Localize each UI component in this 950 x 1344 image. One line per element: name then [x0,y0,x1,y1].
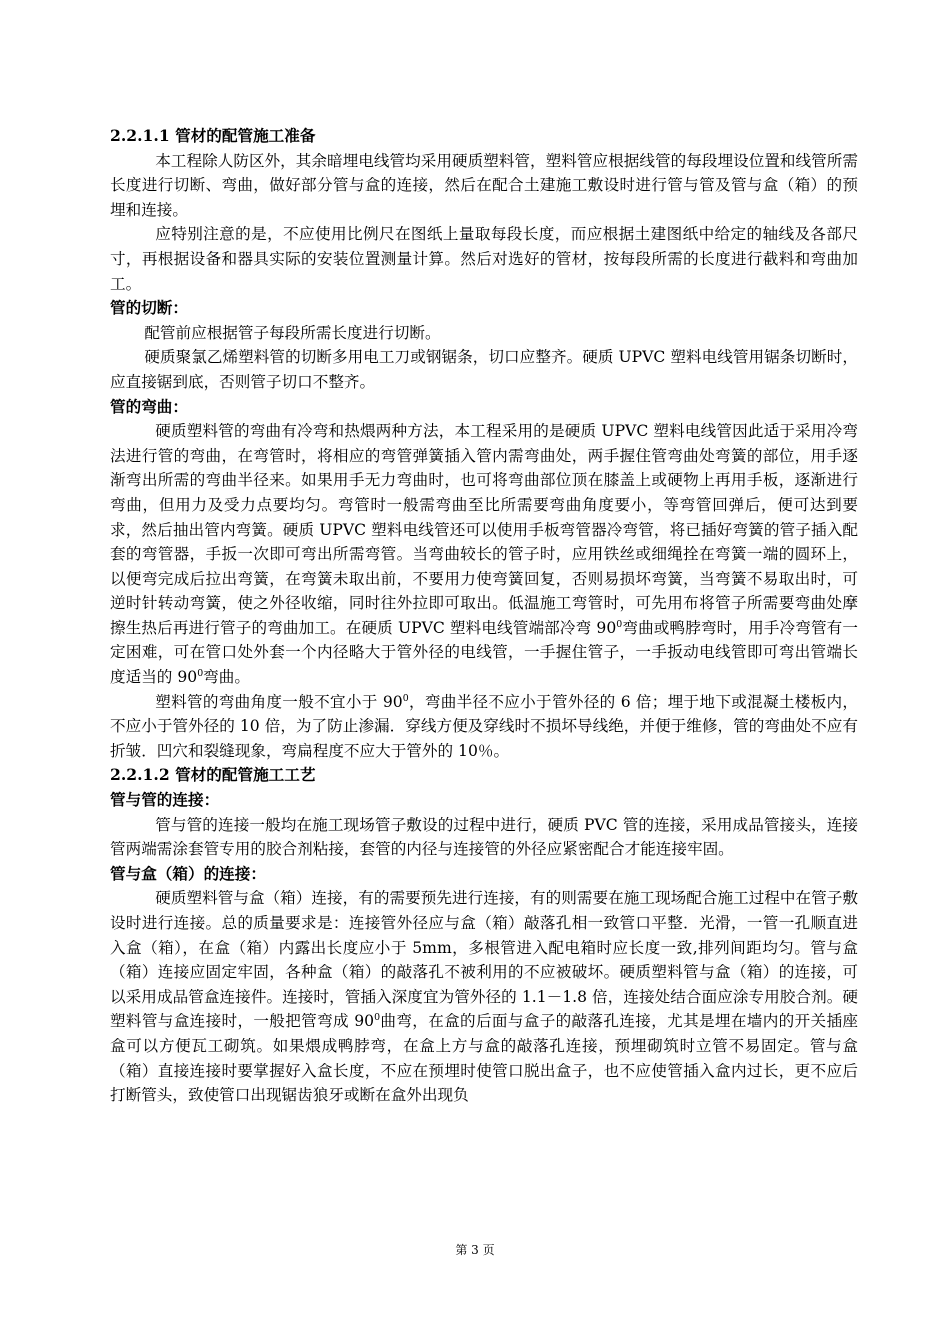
paragraph-bending-angle [110,690,858,764]
subheading-pipe-cutting: 管的切断： [110,298,188,318]
document-page [110,124,858,1108]
degree-superscript: 0 [374,1012,381,1024]
paragraph-bending-method [110,419,858,690]
text-run: 曲弯，在盒的后面与盒子的敲落孔连接，尤其是埋在墙内的开关插座盒可以方便瓦工砌筑。如果煨成鸭脖弯，在盒上方与盒的敲落孔连接，预埋砌筑时立管不易固定。管与盒（箱）直接连接时要掌握好入盒长度，不应在预埋时使管口脱出盒子，也不应使管插入盒内过长，更不应后打断管头，致使管口出现锯齿狼牙或断在盒外出现负 [110,1012,858,1105]
paragraph: 配管前应根据管子每段所需长度进行切断。 [144,323,441,342]
page-number-footer: 第 3 页 [455,1243,495,1257]
subheading-pipe-bending: 管的弯曲： [110,396,188,416]
text-run: 硬质塑料管与盒（箱）连接，有的需要预先进行连接，有的则需要在施工现场配合施工过程中在管子敷设时进行连接。总的质量要求是：连接管外径应与盒（箱）敲落孔相一致管口平整．光滑，一管一孔顺直进入盒（箱），在盒（箱）内露出长度应小于 5mm，多根管进入配电箱时应长度一致,排列间距均匀。管与盒（箱）连接应固定牢固，各种盒（箱）的敲落孔不被利用的不应被破坏。硬质塑料管与盒（箱）的连接，可以采用成品管盒连接件。连接时，管插入深度宜为管外径的 1.1－1.8 倍，连接处结合面应涂专用胶合剂。硬塑料管与盒连接时，一般把管弯成 90 [110,889,858,1031]
paragraph: 硬质聚氯乙烯塑料管的切断多用电工刀或钢锯条，切口应整齐。硬质 UPVC 塑料电线管用锯条切断时，应直接锯到底，否则管子切口不整齐。 [110,348,858,391]
degree-superscript: 0 [616,618,623,630]
paragraph: 管与管的连接一般均在施工现场管子敷设的过程中进行，硬质 PVC 管的连接，采用成品管接头，连接管两端需涂套管专用的胶合剂粘接，套管的内径与连接管的外径应紧密配合才能连接牢固。 [110,815,858,859]
text-run: 塑料管的弯曲角度一般不宜小于 90 [155,692,403,711]
paragraph: 应特别注意的是，不应使用比例尺在图纸上量取每段长度，而应根据土建图纸中给定的轴线及各部尺寸，再根据设备和器具实际的安装位置测量计算。然后对选好的管材，按每段所需的长度进行截料和弯曲加工。 [110,225,858,293]
text-run: 弯曲。 [203,668,250,687]
text-run: 硬质塑料管的弯曲有冷弯和热煨两种方法，本工程采用的是硬质 UPVC 塑料电线管因此适于采用冷弯法进行管的弯曲，在弯管时，将相应的弯管弹簧插入管内需弯曲处，两手握住管弯曲处弯簧的部位，用手逐渐弯出所需的弯曲半径来。如果用手无力弯曲时，也可将弯曲部位顶在膝盖上或硬物上再用手板，逐渐进行弯曲，但用力及受力点要均匀。弯管时一般需弯曲至比所需要弯曲角度要小，等弯管回弹后，便可达到要求，然后抽出管内弯簧。硬质 UPVC 塑料电线管还可以使用手板弯管器冷弯管，将已插好弯簧的管子插入配套的弯管器，手扳一次即可弯出所需弯管。当弯曲较长的管子时，应用铁丝或细绳拴在弯簧一端的圆环上，以便弯完成后拉出弯簧，在弯簧未取出前，不要用力使弯簧回复，否则易损坏弯簧，当弯簧不易取出时，可逆时针转动弯簧，使之外径收缩，同时往外拉即可取出。低温施工弯管时，可先用布将管子所需要弯曲处摩擦生热后再进行管子的弯曲加工。在硬质 UPVC 塑料电线管端部冷弯 90 [110,422,858,637]
text-run: 弯曲或鸭脖弯时，用手冷弯管有一定困难，可在管口处外套一个内径略大于管外径的电线管，一手握住管子，一手扳动电线管即可弯出管端长度适当的 90 [110,618,858,687]
paragraph: 本工程除人防区外，其余暗埋电线管均采用硬质塑料管，塑料管应根据线管的每段埋设位置和线管所需长度进行切断、弯曲，做好部分管与盒的连接，然后在配合土建施工敷设时进行管与管及管与盒（箱）的预埋和连接。 [110,151,858,219]
subheading-pipe-to-pipe: 管与管的连接： [110,790,220,810]
degree-superscript: 0 [402,692,409,704]
section-heading-2-2-1-2: 2.2.1.2 管材的配管施工工艺 [110,765,316,785]
degree-superscript: 0 [197,667,204,679]
subheading-pipe-to-box: 管与盒（箱）的连接： [110,863,266,883]
paragraph-pipe-box-connection [110,886,858,1107]
section-heading-2-2-1-1: 2.2.1.1 管材的配管施工准备 [110,126,316,145]
text-run: ，弯曲半径不应小于管外径的 6 倍；埋于地下或混凝土楼板内，不应小于管外径的 10 倍，为了防止渗漏．穿线方便及穿线时不损坏导线绝，并便于维修，管的弯曲处不应有折皱．凹穴和裂缝现象，弯扁程度不应大于管外的 10％。 [110,692,858,760]
